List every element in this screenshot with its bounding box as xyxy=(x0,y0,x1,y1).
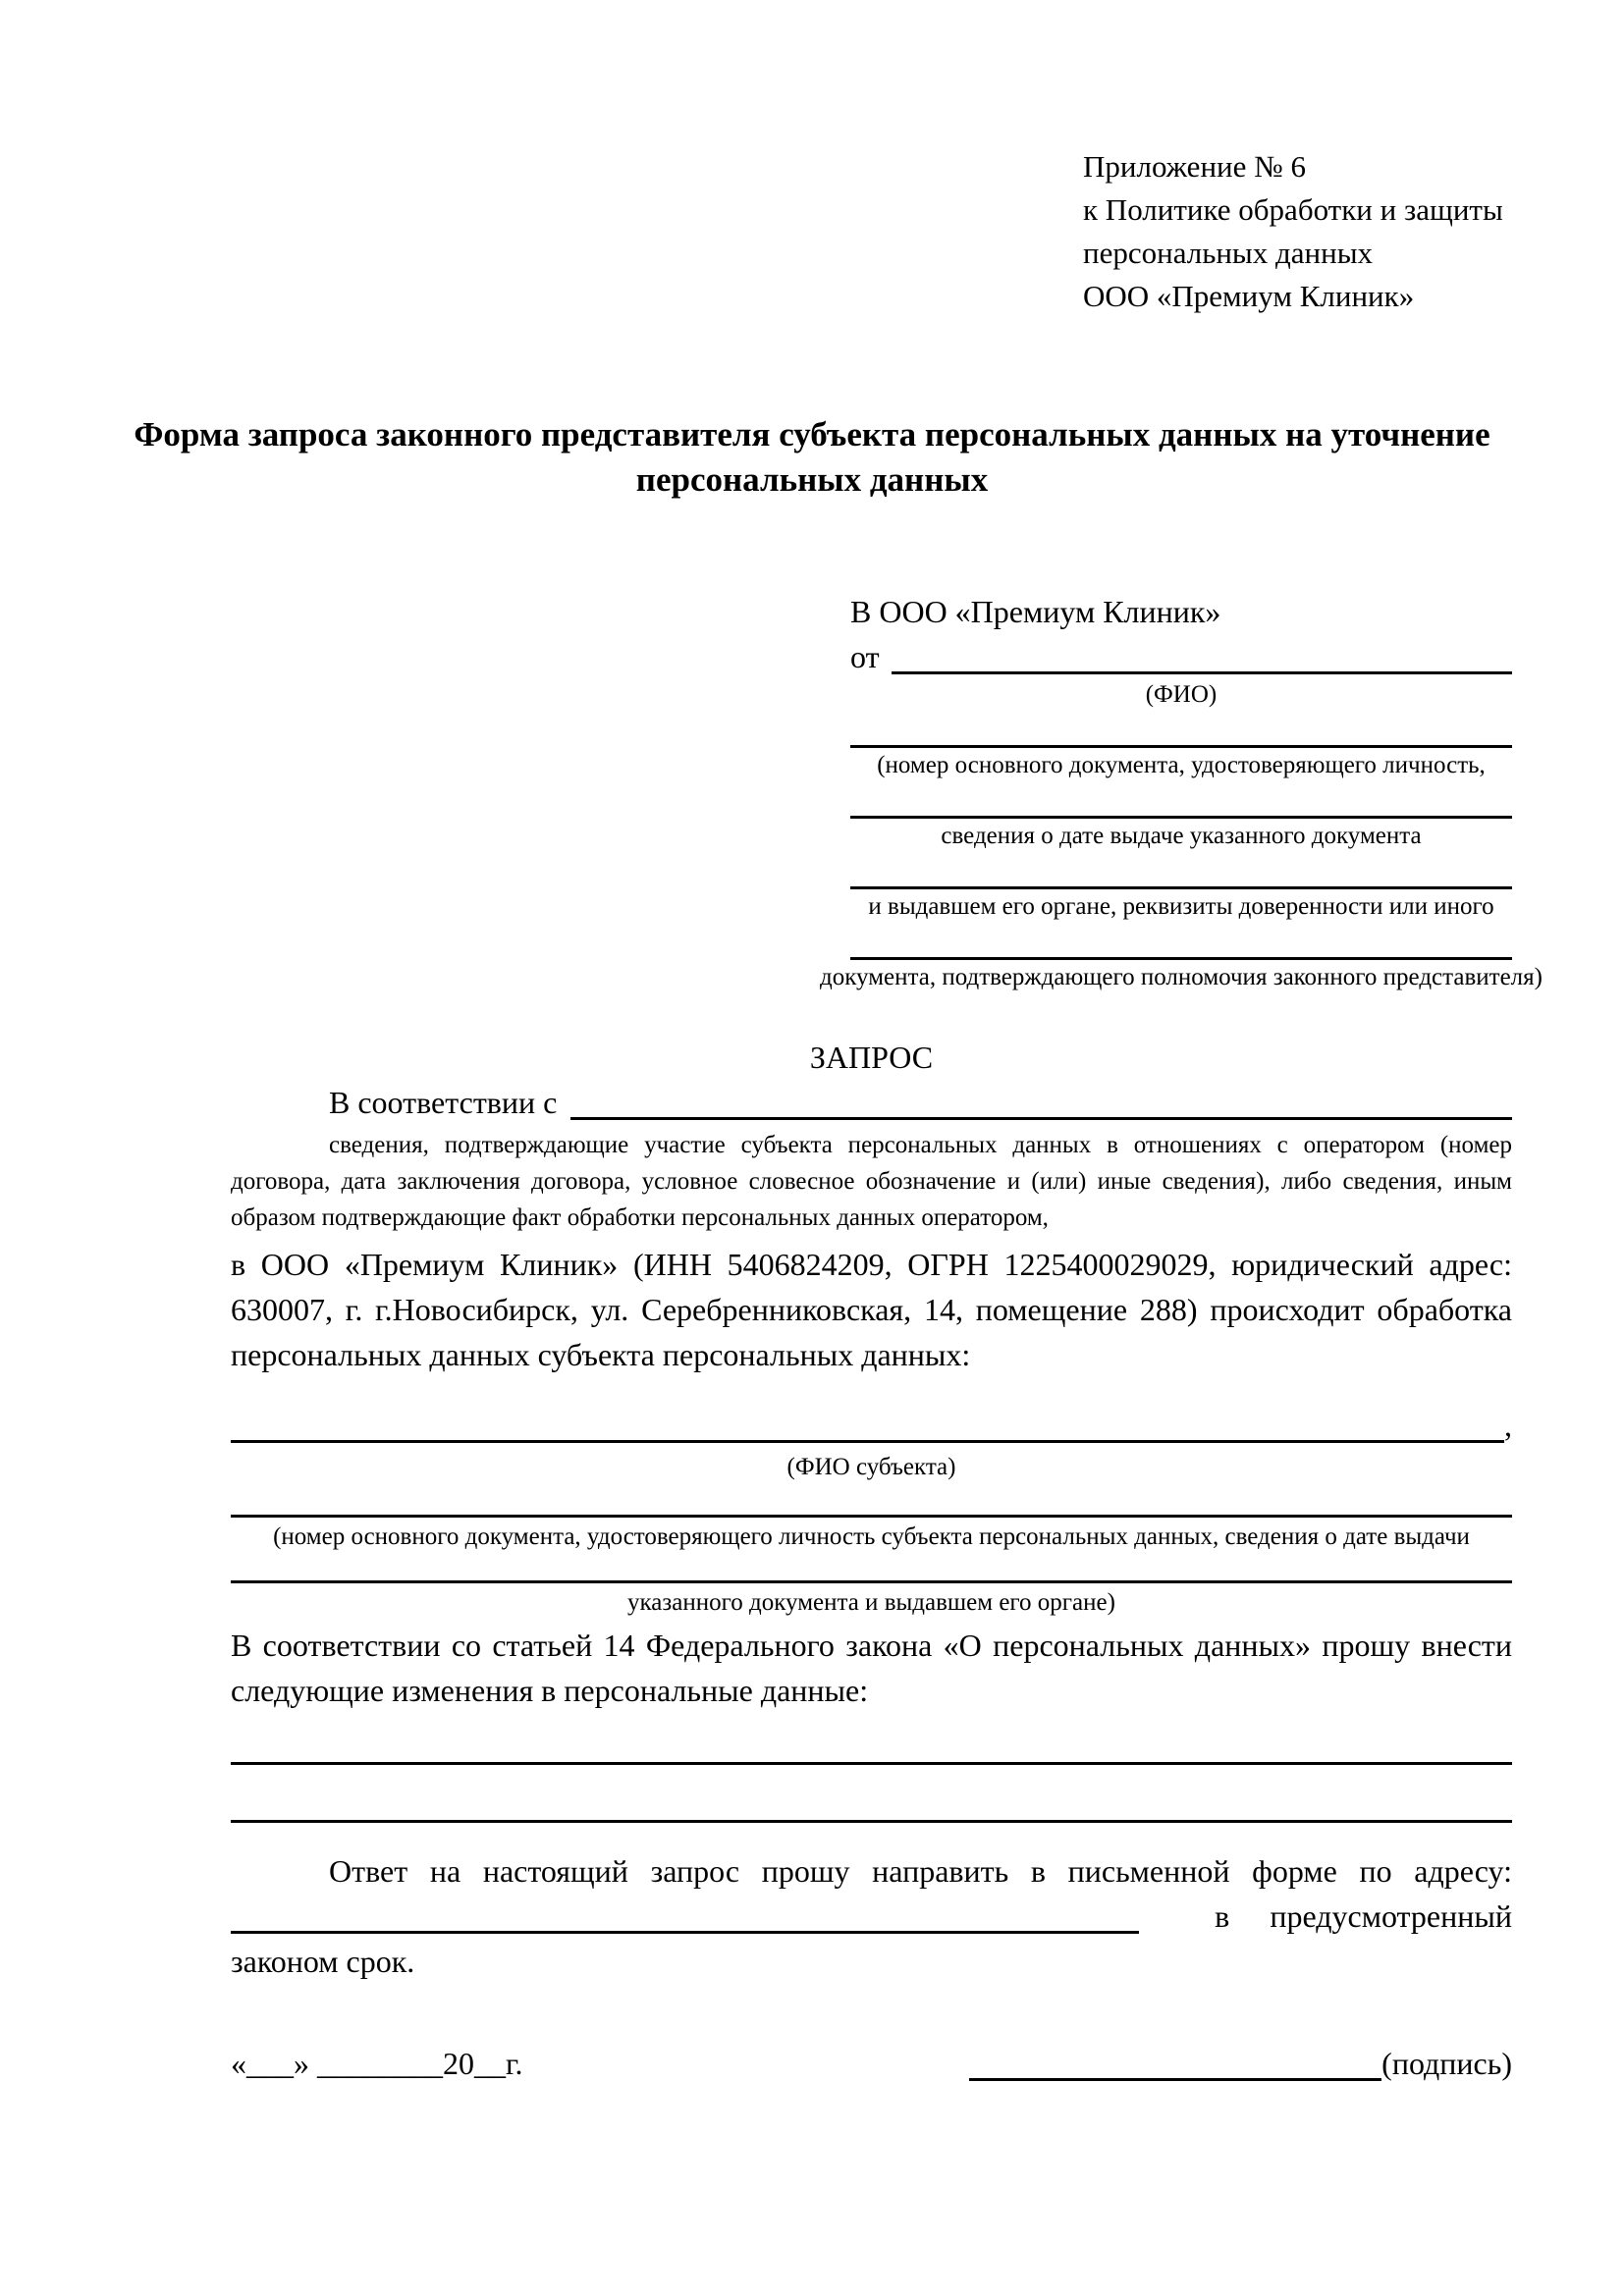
subject-doc-blank-field-2 xyxy=(231,1580,1512,1583)
addressee-org: В ООО «Премиум Клиник» xyxy=(850,594,1221,629)
subject-doc-caption-2: указанного документа и выдавшем его органе) xyxy=(627,1589,1115,1616)
footer-row xyxy=(231,2041,1512,2086)
representative-doc-field-4 xyxy=(820,957,1543,991)
blank-field xyxy=(850,816,1512,819)
subject-fio-blank-field xyxy=(231,1403,1504,1443)
signature-caption: (подпись) xyxy=(1381,2046,1512,2081)
appendix-line-1: Приложение № 6 xyxy=(1083,149,1306,184)
blank-field xyxy=(850,957,1512,960)
from-row xyxy=(850,634,1512,679)
appendix-line-4: ООО «Премиум Клиник» xyxy=(1083,279,1415,313)
signature-blank-field xyxy=(969,2078,1381,2081)
fio-caption: (ФИО) xyxy=(1145,681,1218,708)
address-blank-field xyxy=(231,1931,1139,1934)
intro-caption: сведения, подтверждающие участие субъекта персональных данных в отношениях с оператором (номер договора, дата заключения договора, условное словесное обозначение и (или) иные сведения), либо сведения, иным образом подтверждающие факт обработки персональных данных оператором, xyxy=(231,1132,1512,1231)
representative-doc-field-1 xyxy=(850,745,1512,779)
subject-doc-caption-1: (номер основного документа, удостоверяющего личность субъекта персональных данных, сведения о дате выдачи xyxy=(273,1523,1470,1550)
subject-fio-row xyxy=(231,1403,1512,1448)
field-caption: и выдавшем его органе, реквизиты доверенности или иного xyxy=(868,893,1494,920)
changes-blank-field-1 xyxy=(231,1762,1512,1765)
signature-block xyxy=(969,2041,1512,2086)
blank-field xyxy=(850,745,1512,748)
answer-address-row xyxy=(231,1894,1512,1939)
field-caption: сведения о дате выдаче указанного документа xyxy=(941,823,1422,849)
request-heading: ЗАПРОС xyxy=(809,1040,934,1075)
answer-end: законом срок. xyxy=(231,1944,415,1979)
answer-paragraph: Ответ на настоящий запрос прошу направить в письменной форме по адресу: xyxy=(329,1853,1512,1889)
document-title: Форма запроса законного представителя субъекта персональных данных на уточнение персональных данных xyxy=(134,415,1490,499)
appendix-line-3: персональных данных xyxy=(1083,236,1374,270)
answer-word-1: в xyxy=(1215,1898,1230,1934)
blank-field xyxy=(850,886,1512,889)
date-template: «___» ________20__г. xyxy=(231,2046,523,2081)
relation-info-blank-field xyxy=(570,1080,1512,1120)
field-caption: (номер основного документа, удостоверяющего личность, xyxy=(877,752,1486,778)
subject-fio-caption: (ФИО субъекта) xyxy=(786,1454,956,1480)
addressee-block xyxy=(820,589,1543,991)
intro-row xyxy=(231,1080,1512,1125)
field-caption: документа, подтверждающего полномочия законного представителя) xyxy=(820,964,1543,990)
subject-doc-blank-field-1 xyxy=(231,1515,1512,1518)
answer-word-2: предусмотренный xyxy=(1270,1898,1512,1934)
from-label: от xyxy=(850,639,880,674)
subject-fio-comma: , xyxy=(1504,1408,1512,1443)
changes-blank-field-2 xyxy=(231,1820,1512,1823)
operator-paragraph: в ООО «Премиум Клиник» (ИНН 5406824209, ОГРН 1225400029029, юридический адрес: 630007, г. г.Новосибирск, ул. Серебренниковская, 14, помещение 288) происходит обработка персональных данных субъекта персональных данных: xyxy=(231,1247,1512,1372)
appendix-header xyxy=(1083,145,1624,318)
intro-prefix: В соответствии с xyxy=(329,1085,558,1120)
request-body xyxy=(0,1035,1624,2086)
representative-fio-blank-field xyxy=(892,634,1512,674)
law-paragraph: В соответствии со статьей 14 Федерального закона «О персональных данных» прошу внести следующие изменения в персональные данные: xyxy=(231,1628,1512,1708)
appendix-line-2: к Политике обработки и защиты xyxy=(1083,192,1503,227)
representative-doc-field-2 xyxy=(850,816,1512,850)
representative-doc-field-3 xyxy=(850,886,1512,921)
